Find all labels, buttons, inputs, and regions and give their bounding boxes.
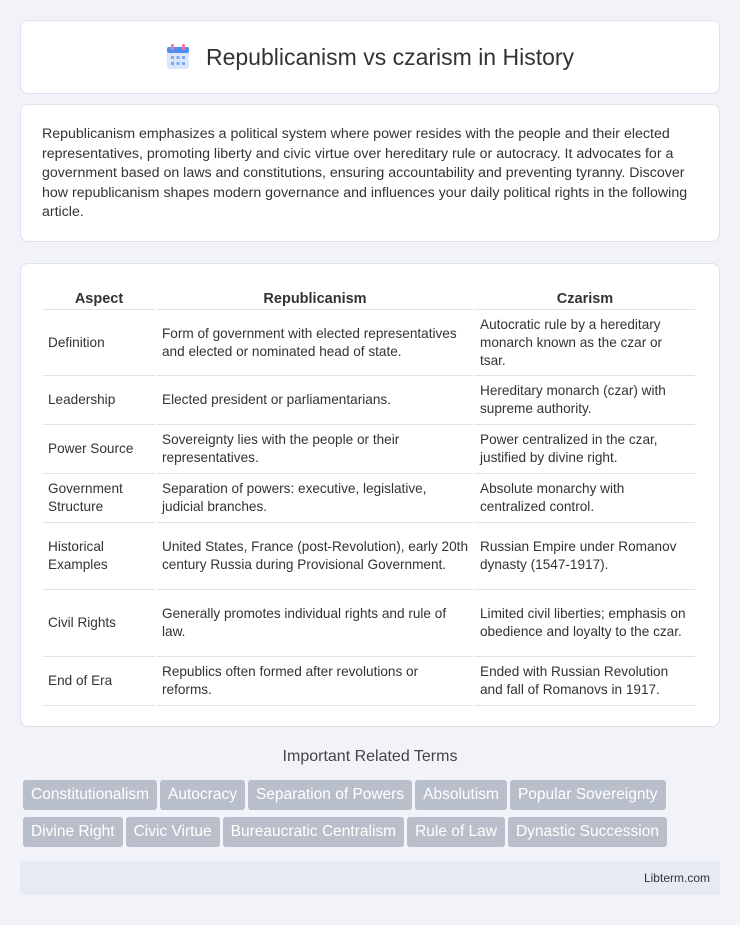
republicanism-cell: Republics often formed after revolutions or reforms. [157,657,473,706]
czarism-cell: Absolute monarchy with centralized control. [475,474,695,523]
column-header-czarism: Czarism [475,284,695,310]
related-term-tag[interactable]: Constitutionalism [23,780,157,810]
table-row [43,376,695,425]
republicanism-cell: United States, France (post-Revolution), early 20th century Russia during Provisional Government. [157,523,473,590]
aspect-cell: End of Era [43,657,155,706]
intro-text: Republicanism emphasizes a political system where power resides with the people and their elected representatives, promoting liberty and civic virtue over hereditary rule or autocracy. It advocates for a government based on laws and constitutions, ensuring accountability and preventing tyranny. Discover how republicanism shapes modern governance and influences your daily political rights in the following article. [42,126,688,220]
related-term-tag[interactable]: Popular Sovereignty [510,780,666,810]
republicanism-cell: Elected president or parliamentarians. [157,376,473,425]
aspect-cell: Civil Rights [43,590,155,657]
czarism-cell: Power centralized in the czar, justified by divine right. [475,425,695,474]
column-header-republicanism: Republicanism [157,284,473,310]
czarism-cell: Russian Empire under Romanov dynasty (1547-1917). [475,523,695,590]
czarism-cell: Ended with Russian Revolution and fall of Romanovs in 1917. [475,657,695,706]
republicanism-cell: Separation of powers: executive, legislative, judicial branches. [157,474,473,523]
table-row [43,523,695,590]
footer-site-link[interactable]: Libterm.com [643,871,710,885]
table-row [43,657,695,706]
republicanism-cell: Generally promotes individual rights and rule of law. [157,590,473,657]
aspect-cell: Government Structure [43,474,155,523]
related-term-tag[interactable]: Autocracy [160,780,245,810]
comparison-table-card [20,263,720,727]
document-icon [166,44,190,70]
related-term-tag[interactable]: Civic Virtue [126,817,220,847]
czarism-cell: Autocratic rule by a hereditary monarch known as the czar or tsar. [475,310,695,376]
comparison-table [41,284,697,706]
table-row [43,425,695,474]
aspect-cell: Historical Examples [43,523,155,590]
related-term-tag[interactable]: Bureaucratic Centralism [223,817,404,847]
column-header-aspect: Aspect [43,284,155,310]
table-header-row [43,284,695,310]
related-term-tag[interactable]: Divine Right [23,817,123,847]
footer [20,861,720,895]
republicanism-cell: Form of government with elected representatives and elected or nominated head of state. [157,310,473,376]
table-row [43,474,695,523]
aspect-cell: Leadership [43,376,155,425]
aspect-cell: Definition [43,310,155,376]
intro-card [20,104,720,242]
republicanism-cell: Sovereignty lies with the people or their representatives. [157,425,473,474]
related-terms-heading: Important Related Terms [282,748,458,765]
page-title: Republicanism vs czarism in History [205,43,575,70]
related-term-tag[interactable]: Separation of Powers [248,780,412,810]
header-card [20,20,720,94]
related-term-tag[interactable]: Dynastic Succession [508,817,667,847]
czarism-cell: Hereditary monarch (czar) with supreme authority. [475,376,695,425]
table-row [43,590,695,657]
related-term-tag[interactable]: Rule of Law [407,817,505,847]
table-row [43,310,695,376]
czarism-cell: Limited civil liberties; emphasis on obedience and loyalty to the czar. [475,590,695,657]
related-term-tag[interactable]: Absolutism [415,780,507,810]
related-terms-list [23,780,723,854]
aspect-cell: Power Source [43,425,155,474]
